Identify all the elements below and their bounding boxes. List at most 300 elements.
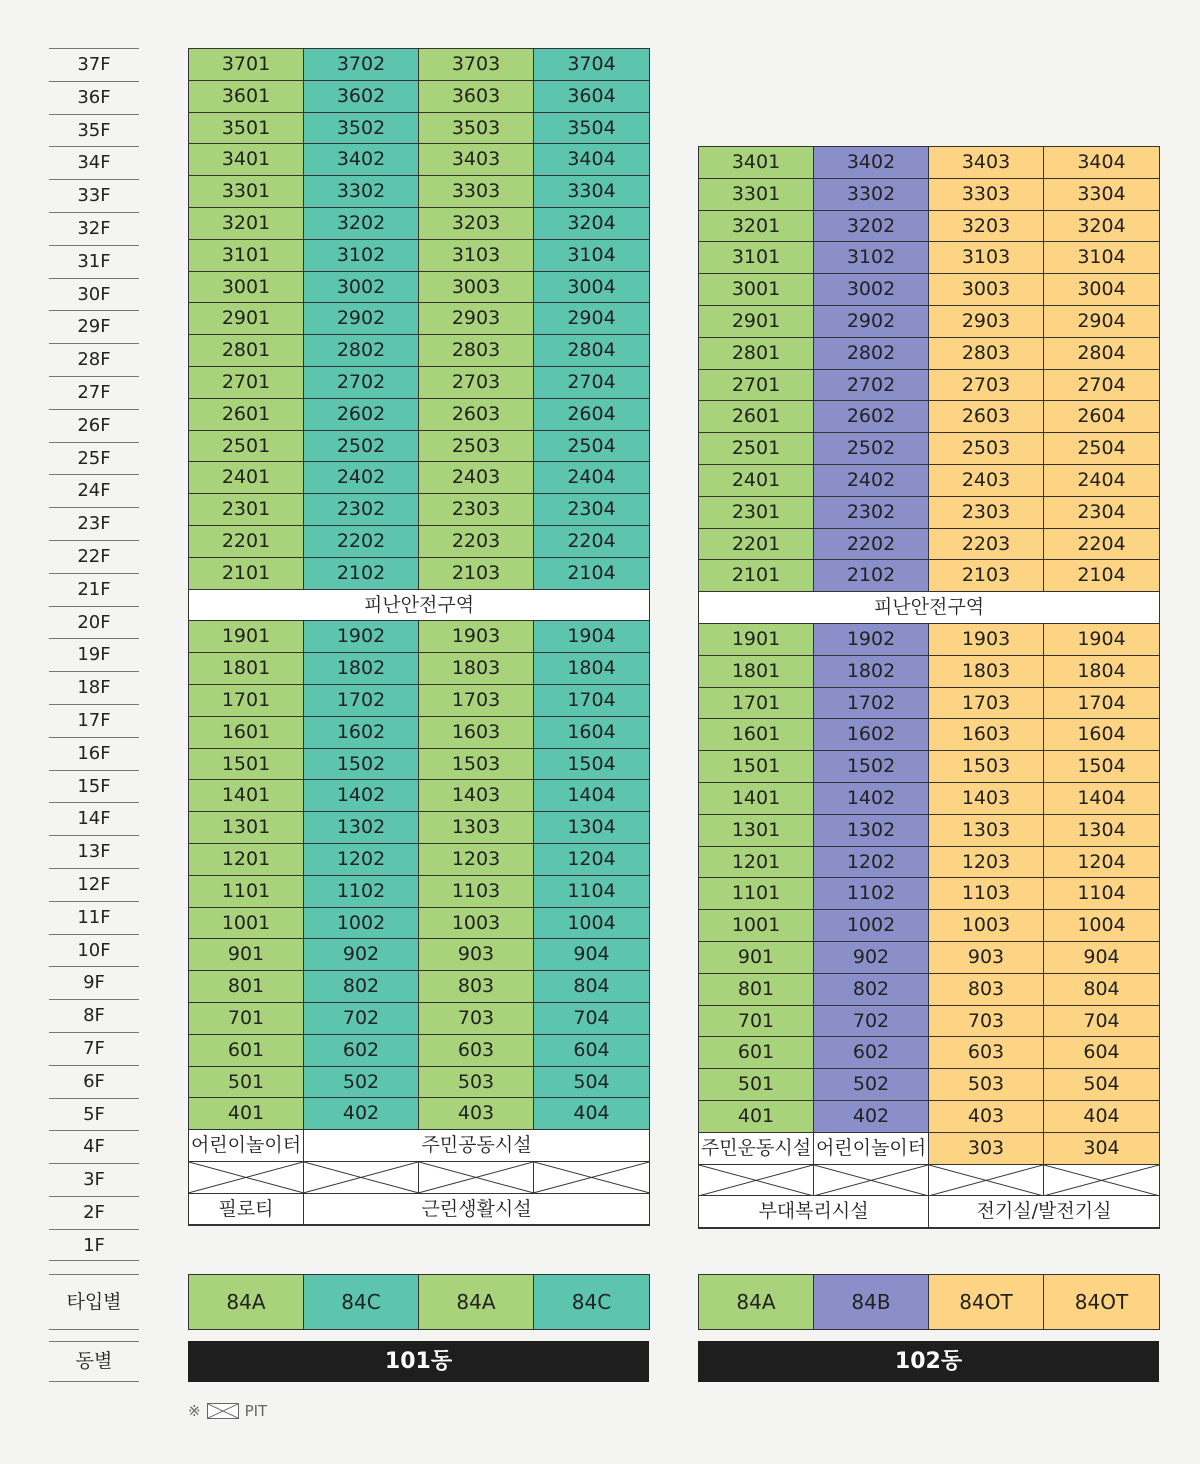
unit-cell: 2504: [534, 431, 649, 463]
unit-cell: 303: [929, 1133, 1044, 1165]
unit-cell: 603: [419, 1035, 534, 1067]
unit-cell: 1004: [1044, 910, 1159, 942]
pit-cross-icon: [929, 1165, 1043, 1196]
unit-cell: 3701: [189, 49, 304, 81]
unit-cell: 2503: [419, 431, 534, 463]
unit-cell: 2203: [419, 526, 534, 558]
unit-cell: 503: [929, 1069, 1044, 1101]
unit-cell: 1704: [1044, 688, 1159, 720]
unit-cell: 1104: [534, 876, 649, 908]
unit-cell: 1302: [814, 815, 929, 847]
unit-cell: 504: [1044, 1069, 1159, 1101]
facility-cell: 어린이놀이터: [189, 1130, 304, 1162]
unit-cell: 3003: [929, 274, 1044, 306]
unit-cell: 2901: [699, 306, 814, 338]
floor-label: 33F: [49, 179, 139, 212]
unit-cell: 3501: [189, 113, 304, 145]
unit-cell: 2403: [929, 465, 1044, 497]
pit-cell: [814, 1165, 929, 1197]
unit-cell: 1904: [1044, 624, 1159, 656]
type-row-label: 타입별: [49, 1274, 139, 1330]
unit-cell: 3603: [419, 81, 534, 113]
unit-cell: 3001: [189, 272, 304, 304]
unit-cell: 2404: [1044, 465, 1159, 497]
unit-cell: 2204: [534, 526, 649, 558]
unit-cell: 2304: [1044, 497, 1159, 529]
type-cell: 84A: [189, 1275, 304, 1329]
unit-cell: 1202: [814, 847, 929, 879]
floor-label: 22F: [49, 540, 139, 573]
unit-cell: 3703: [419, 49, 534, 81]
unit-cell: 903: [929, 942, 1044, 974]
unit-cell: 2903: [419, 303, 534, 335]
floor-label: 17F: [49, 704, 139, 737]
unit-cell: 1602: [814, 719, 929, 751]
unit-cell: 2702: [814, 370, 929, 402]
unit-cell: 3201: [699, 211, 814, 243]
floor-label: 30F: [49, 278, 139, 311]
unit-cell: 802: [304, 971, 419, 1003]
unit-cell: 3203: [929, 211, 1044, 243]
unit-cell: 904: [1044, 942, 1159, 974]
legend-mark: ※: [188, 1402, 201, 1420]
building-row-label: 동별: [49, 1341, 139, 1382]
unit-cell: 1403: [419, 780, 534, 812]
unit-cell: 3502: [304, 113, 419, 145]
floor-label: 27F: [49, 376, 139, 409]
facility-cell: 전기실/발전기실: [929, 1196, 1159, 1228]
unit-cell: 3203: [419, 208, 534, 240]
floor-label: 34F: [49, 146, 139, 179]
unit-cell: 1603: [419, 717, 534, 749]
unit-cell: 1901: [699, 624, 814, 656]
pit-cell: [419, 1162, 534, 1194]
unit-cell: 3204: [534, 208, 649, 240]
unit-cell: 902: [814, 942, 929, 974]
unit-cell: 2502: [304, 431, 419, 463]
pit-cell: [189, 1162, 304, 1194]
unit-cell: 1102: [814, 878, 929, 910]
unit-cell: 1704: [534, 685, 649, 717]
floor-label: 36F: [49, 81, 139, 114]
unit-cell: 2901: [189, 303, 304, 335]
unit-cell: 1303: [929, 815, 1044, 847]
floor-label: 14F: [49, 802, 139, 835]
unit-cell: 2904: [1044, 306, 1159, 338]
unit-cell: 1503: [929, 751, 1044, 783]
unit-cell: 3202: [814, 211, 929, 243]
unit-cell: 2104: [534, 558, 649, 590]
floor-label: 23F: [49, 507, 139, 540]
unit-cell: 501: [189, 1067, 304, 1099]
unit-cell: 604: [1044, 1037, 1159, 1069]
unit-cell: 1003: [419, 908, 534, 940]
unit-cell: 3003: [419, 272, 534, 304]
unit-cell: 1101: [699, 878, 814, 910]
unit-cell: 3301: [699, 179, 814, 211]
facility-cell: 주민운동시설: [699, 1133, 814, 1165]
facility-cell: 필로티: [189, 1194, 304, 1226]
unit-cell: 2803: [929, 338, 1044, 370]
unit-cell: 1803: [419, 653, 534, 685]
unit-cell: 703: [929, 1006, 1044, 1038]
unit-cell: 3403: [419, 144, 534, 176]
unit-cell: 2501: [699, 433, 814, 465]
unit-cell: 2502: [814, 433, 929, 465]
unit-cell: 2402: [814, 465, 929, 497]
unit-cell: 1701: [189, 685, 304, 717]
unit-cell: 602: [304, 1035, 419, 1067]
pit-cell: [1044, 1165, 1159, 1197]
floor-label: 37F: [49, 48, 139, 81]
floor-label: 32F: [49, 212, 139, 245]
unit-cell: 1902: [814, 624, 929, 656]
unit-cell: 704: [534, 1003, 649, 1035]
unit-cell: 3104: [1044, 242, 1159, 274]
type-bar-101: [188, 1274, 650, 1330]
unit-cell: 2601: [189, 399, 304, 431]
floor-label: 20F: [49, 606, 139, 639]
unit-cell: 1404: [534, 780, 649, 812]
unit-cell: 3402: [814, 147, 929, 179]
unit-cell: 2301: [189, 494, 304, 526]
unit-cell: 1102: [304, 876, 419, 908]
building-name-102: 102동: [698, 1341, 1159, 1382]
unit-cell: 2703: [419, 367, 534, 399]
unit-cell: 3204: [1044, 211, 1159, 243]
unit-cell: 1202: [304, 844, 419, 876]
unit-cell: 2401: [699, 465, 814, 497]
floor-label: 3F: [49, 1163, 139, 1196]
unit-cell: 2404: [534, 462, 649, 494]
unit-cell: 1401: [699, 783, 814, 815]
unit-cell: 901: [699, 942, 814, 974]
floor-label: 24F: [49, 474, 139, 507]
unit-cell: 401: [699, 1101, 814, 1133]
pit-cell: [304, 1162, 419, 1194]
unit-cell: 2503: [929, 433, 1044, 465]
unit-cell: 1001: [189, 908, 304, 940]
unit-cell: 3504: [534, 113, 649, 145]
pit-cell: [534, 1162, 649, 1194]
unit-cell: 2303: [929, 497, 1044, 529]
floor-label-column: [49, 48, 139, 1261]
floor-label: 7F: [49, 1032, 139, 1065]
unit-cell: 2302: [304, 494, 419, 526]
unit-cell: 2602: [304, 399, 419, 431]
unit-cell: 1703: [419, 685, 534, 717]
unit-cell: 2102: [304, 558, 419, 590]
unit-cell: 1703: [929, 688, 1044, 720]
unit-cell: 1403: [929, 783, 1044, 815]
unit-cell: 1304: [1044, 815, 1159, 847]
unit-cell: 1401: [189, 780, 304, 812]
unit-cell: 1402: [304, 780, 419, 812]
unit-cell: 1601: [189, 717, 304, 749]
unit-cell: 702: [304, 1003, 419, 1035]
unit-cell: 2303: [419, 494, 534, 526]
pit-cross-icon: [304, 1162, 418, 1193]
unit-cell: 401: [189, 1098, 304, 1130]
unit-cell: 904: [534, 939, 649, 971]
floor-label: 12F: [49, 868, 139, 901]
unit-cell: 1104: [1044, 878, 1159, 910]
unit-cell: 3601: [189, 81, 304, 113]
unit-cell: 3604: [534, 81, 649, 113]
pit-legend: [188, 1402, 267, 1420]
unit-cell: 2603: [419, 399, 534, 431]
floor-label: 9F: [49, 966, 139, 999]
unit-cell: 3404: [534, 144, 649, 176]
unit-cell: 2301: [699, 497, 814, 529]
unit-cell: 603: [929, 1037, 1044, 1069]
unit-cell: 2703: [929, 370, 1044, 402]
unit-cell: 2704: [1044, 370, 1159, 402]
facility-cell: 부대복리시설: [699, 1196, 929, 1228]
unit-cell: 3301: [189, 176, 304, 208]
unit-cell: 901: [189, 939, 304, 971]
unit-cell: 1702: [304, 685, 419, 717]
unit-cell: 2204: [1044, 529, 1159, 561]
unit-cell: 1903: [419, 621, 534, 653]
unit-cell: 1002: [814, 910, 929, 942]
unit-cell: 3001: [699, 274, 814, 306]
unit-cell: 804: [534, 971, 649, 1003]
floor-label: 16F: [49, 737, 139, 770]
unit-cell: 3303: [419, 176, 534, 208]
unit-cell: 1003: [929, 910, 1044, 942]
pit-symbol-icon: [207, 1403, 239, 1419]
legend-label: PIT: [244, 1402, 268, 1420]
unit-cell: 1203: [419, 844, 534, 876]
unit-cell: 1604: [534, 717, 649, 749]
facility-cell: 근린생활시설: [304, 1194, 649, 1226]
unit-cell: 3503: [419, 113, 534, 145]
unit-cell: 3401: [699, 147, 814, 179]
unit-cell: 2203: [929, 529, 1044, 561]
unit-cell: 2801: [189, 335, 304, 367]
floor-label: 5F: [49, 1098, 139, 1131]
unit-cell: 3404: [1044, 147, 1159, 179]
unit-cell: 1804: [1044, 656, 1159, 688]
unit-cell: 1904: [534, 621, 649, 653]
unit-cell: 2604: [1044, 401, 1159, 433]
unit-cell: 2804: [1044, 338, 1159, 370]
unit-cell: 502: [814, 1069, 929, 1101]
unit-cell: 1201: [699, 847, 814, 879]
unit-cell: 1901: [189, 621, 304, 653]
unit-cell: 2903: [929, 306, 1044, 338]
unit-cell: 3002: [814, 274, 929, 306]
floor-label: 6F: [49, 1065, 139, 1098]
unit-cell: 2603: [929, 401, 1044, 433]
unit-cell: 704: [1044, 1006, 1159, 1038]
unit-cell: 3103: [419, 240, 534, 272]
unit-cell: 602: [814, 1037, 929, 1069]
floor-label: 2F: [49, 1196, 139, 1229]
unit-cell: 2704: [534, 367, 649, 399]
building-102: [698, 146, 1160, 1229]
floor-label: 26F: [49, 409, 139, 442]
unit-cell: 2604: [534, 399, 649, 431]
unit-cell: 3602: [304, 81, 419, 113]
refuge-zone: 피난안전구역: [699, 592, 1159, 624]
unit-cell: 501: [699, 1069, 814, 1101]
unit-cell: 1601: [699, 719, 814, 751]
unit-cell: 3304: [534, 176, 649, 208]
pit-cross-icon: [419, 1162, 533, 1193]
unit-cell: 304: [1044, 1133, 1159, 1165]
unit-cell: 1602: [304, 717, 419, 749]
pit-cell: [699, 1165, 814, 1197]
unit-cell: 3101: [699, 242, 814, 274]
unit-cell: 2304: [534, 494, 649, 526]
unit-cell: 2402: [304, 462, 419, 494]
unit-cell: 404: [1044, 1101, 1159, 1133]
unit-cell: 1803: [929, 656, 1044, 688]
unit-cell: 2602: [814, 401, 929, 433]
unit-cell: 2103: [419, 558, 534, 590]
refuge-zone: 피난안전구역: [189, 590, 649, 622]
type-cell: 84A: [419, 1275, 534, 1329]
unit-cell: 3401: [189, 144, 304, 176]
unit-cell: 2504: [1044, 433, 1159, 465]
unit-cell: 2201: [699, 529, 814, 561]
unit-cell: 3202: [304, 208, 419, 240]
unit-cell: 1501: [699, 751, 814, 783]
unit-cell: 902: [304, 939, 419, 971]
pit-cell: [929, 1165, 1044, 1197]
unit-cell: 3101: [189, 240, 304, 272]
type-cell: 84OT: [1044, 1275, 1159, 1329]
floor-label: 11F: [49, 901, 139, 934]
unit-cell: 2601: [699, 401, 814, 433]
unit-cell: 504: [534, 1067, 649, 1099]
unit-cell: 503: [419, 1067, 534, 1099]
unit-cell: 2102: [814, 560, 929, 592]
unit-cell: 3002: [304, 272, 419, 304]
unit-cell: 1502: [304, 749, 419, 781]
unit-cell: 1103: [929, 878, 1044, 910]
unit-cell: 1504: [1044, 751, 1159, 783]
unit-cell: 3103: [929, 242, 1044, 274]
unit-cell: 3102: [814, 242, 929, 274]
unit-cell: 2104: [1044, 560, 1159, 592]
type-cell: 84B: [814, 1275, 929, 1329]
pit-cross-icon: [814, 1165, 928, 1196]
unit-cell: 3302: [304, 176, 419, 208]
pit-cross-icon: [534, 1162, 649, 1193]
unit-cell: 802: [814, 974, 929, 1006]
unit-cell: 803: [419, 971, 534, 1003]
unit-cell: 3004: [534, 272, 649, 304]
unit-cell: 1302: [304, 812, 419, 844]
floor-label: 15F: [49, 770, 139, 803]
unit-cell: 2403: [419, 462, 534, 494]
unit-cell: 1201: [189, 844, 304, 876]
unit-cell: 402: [814, 1101, 929, 1133]
pit-cross-icon: [189, 1162, 303, 1193]
unit-cell: 702: [814, 1006, 929, 1038]
type-cell: 84C: [534, 1275, 649, 1329]
floor-label: 19F: [49, 638, 139, 671]
unit-cell: 2101: [699, 560, 814, 592]
floor-label: 31F: [49, 245, 139, 278]
unit-cell: 601: [189, 1035, 304, 1067]
unit-cell: 2804: [534, 335, 649, 367]
unit-cell: 3201: [189, 208, 304, 240]
floor-label: 21F: [49, 573, 139, 606]
unit-cell: 801: [189, 971, 304, 1003]
type-bar-102: [698, 1274, 1160, 1330]
unit-cell: 3702: [304, 49, 419, 81]
unit-cell: 1402: [814, 783, 929, 815]
unit-cell: 1702: [814, 688, 929, 720]
unit-cell: 801: [699, 974, 814, 1006]
unit-cell: 1802: [814, 656, 929, 688]
floor-label: 1F: [49, 1229, 139, 1262]
unit-cell: 601: [699, 1037, 814, 1069]
floor-label: 4F: [49, 1130, 139, 1163]
building-name-101: 101동: [188, 1341, 649, 1382]
unit-cell: 403: [419, 1098, 534, 1130]
unit-cell: 1801: [189, 653, 304, 685]
floor-label: 28F: [49, 343, 139, 376]
unit-cell: 703: [419, 1003, 534, 1035]
unit-cell: 1701: [699, 688, 814, 720]
unit-cell: 403: [929, 1101, 1044, 1133]
unit-cell: 2803: [419, 335, 534, 367]
type-cell: 84A: [699, 1275, 814, 1329]
unit-cell: 804: [1044, 974, 1159, 1006]
unit-cell: 2302: [814, 497, 929, 529]
unit-cell: 1204: [534, 844, 649, 876]
unit-cell: 2501: [189, 431, 304, 463]
unit-cell: 3304: [1044, 179, 1159, 211]
unit-cell: 502: [304, 1067, 419, 1099]
unit-cell: 2702: [304, 367, 419, 399]
unit-cell: 2904: [534, 303, 649, 335]
unit-cell: 1002: [304, 908, 419, 940]
unit-cell: 2101: [189, 558, 304, 590]
unit-cell: 1501: [189, 749, 304, 781]
unit-cell: 1503: [419, 749, 534, 781]
type-cell: 84C: [304, 1275, 419, 1329]
unit-cell: 1103: [419, 876, 534, 908]
unit-cell: 3704: [534, 49, 649, 81]
unit-cell: 2202: [814, 529, 929, 561]
unit-cell: 3303: [929, 179, 1044, 211]
unit-cell: 2103: [929, 560, 1044, 592]
unit-cell: 1304: [534, 812, 649, 844]
unit-cell: 3104: [534, 240, 649, 272]
unit-cell: 2201: [189, 526, 304, 558]
unit-cell: 1802: [304, 653, 419, 685]
unit-cell: 3402: [304, 144, 419, 176]
floor-label: 35F: [49, 114, 139, 147]
floor-label: 18F: [49, 671, 139, 704]
unit-cell: 803: [929, 974, 1044, 1006]
floor-label: 29F: [49, 310, 139, 343]
unit-cell: 1902: [304, 621, 419, 653]
unit-cell: 903: [419, 939, 534, 971]
facility-cell: 어린이놀이터: [814, 1133, 929, 1165]
unit-cell: 2701: [699, 370, 814, 402]
floor-label: 10F: [49, 934, 139, 967]
unit-cell: 3004: [1044, 274, 1159, 306]
type-cell: 84OT: [929, 1275, 1044, 1329]
unit-cell: 1903: [929, 624, 1044, 656]
